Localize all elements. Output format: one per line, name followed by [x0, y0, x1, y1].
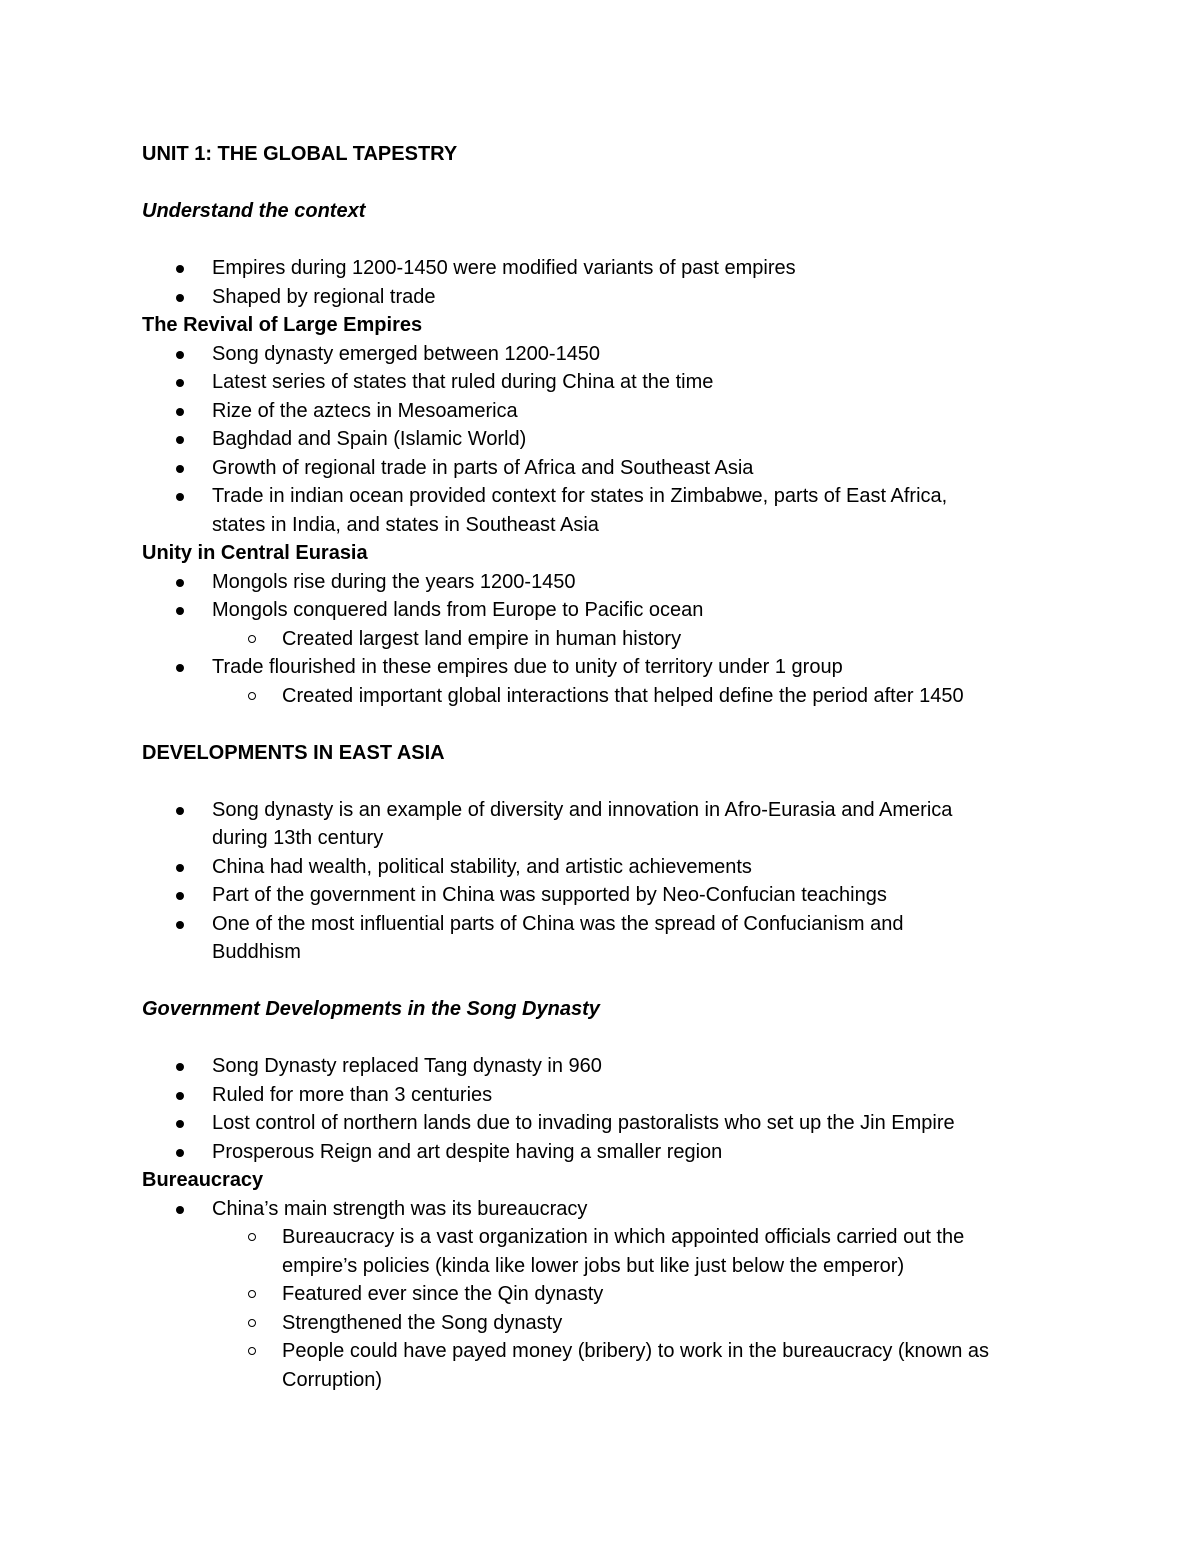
blank-line [142, 226, 1062, 255]
list-item: Baghdad and Spain (Islamic World) [142, 425, 1062, 454]
list-item: Mongols conquered lands from Europe to Pacific ocean [142, 596, 1062, 625]
list-item: Shaped by regional trade [142, 283, 1062, 312]
list-item: Song dynasty is an example of diversity and innovation in Afro-Eurasia and America [142, 796, 1062, 825]
list-item: Strengthened the Song dynasty [142, 1309, 1062, 1338]
list-item: Part of the government in China was supported by Neo-Confucian teachings [142, 881, 1062, 910]
document-body [142, 140, 1062, 1394]
list-item: Song dynasty emerged between 1200-1450 [142, 340, 1062, 369]
section-subheading: Understand the context [142, 200, 366, 222]
list-item: Lost control of northern lands due to invading pastoralists who set up the Jin Empire [142, 1109, 1062, 1138]
blank-line [142, 710, 1062, 739]
list-item: Latest series of states that ruled during China at the time [142, 368, 1062, 397]
blank-line [142, 169, 1062, 198]
list-item: Prosperous Reign and art despite having a smaller region [142, 1138, 1062, 1167]
list-item-continuation: during 13th century [212, 827, 384, 849]
list-item: Trade in indian ocean provided context for states in Zimbabwe, parts of East Africa, [142, 482, 1062, 511]
section-heading: Unity in Central Eurasia [142, 542, 368, 564]
list-item: One of the most influential parts of China was the spread of Confucianism and [142, 910, 1062, 939]
list-item: Mongols rise during the years 1200-1450 [142, 568, 1062, 597]
section-heading: DEVELOPMENTS IN EAST ASIA [142, 741, 445, 764]
list-item: Rize of the aztecs in Mesoamerica [142, 397, 1062, 426]
section-heading: The Revival of Large Empires [142, 314, 423, 336]
list-item: Created largest land empire in human history [142, 625, 1062, 654]
list-item: Created important global interactions that helped define the period after 1450 [142, 682, 1062, 711]
blank-line [142, 1024, 1062, 1053]
list-item: People could have payed money (bribery) to work in the bureaucracy (known as [142, 1337, 1062, 1366]
list-item-continuation: states in India, and states in Southeast Asia [212, 513, 599, 536]
blank-line [142, 767, 1062, 796]
list-item: Bureaucracy is a vast organization in which appointed officials carried out the [142, 1223, 1062, 1252]
list-item-continuation: Corruption) [282, 1368, 383, 1391]
list-item: Featured ever since the Qin dynasty [142, 1280, 1062, 1309]
list-item: Growth of regional trade in parts of Africa and Southeast Asia [142, 454, 1062, 483]
list-item-continuation: empire’s policies (kinda like lower jobs but like just below the emperor) [282, 1254, 905, 1277]
list-item: Song Dynasty replaced Tang dynasty in 960 [142, 1052, 1062, 1081]
list-item: China had wealth, political stability, and artistic achievements [142, 853, 1062, 882]
section-subheading: Government Developments in the Song Dynasty [142, 998, 600, 1020]
section-heading: UNIT 1: THE GLOBAL TAPESTRY [142, 143, 458, 165]
list-item: Ruled for more than 3 centuries [142, 1081, 1062, 1110]
list-item-continuation: Buddhism [212, 941, 301, 963]
section-heading: Bureaucracy [142, 1169, 264, 1191]
list-item: Empires during 1200-1450 were modified variants of past empires [142, 254, 1062, 283]
blank-line [142, 967, 1062, 996]
list-item: China’s main strength was its bureaucracy [142, 1195, 1062, 1224]
list-item: Trade flourished in these empires due to unity of territory under 1 group [142, 653, 1062, 682]
